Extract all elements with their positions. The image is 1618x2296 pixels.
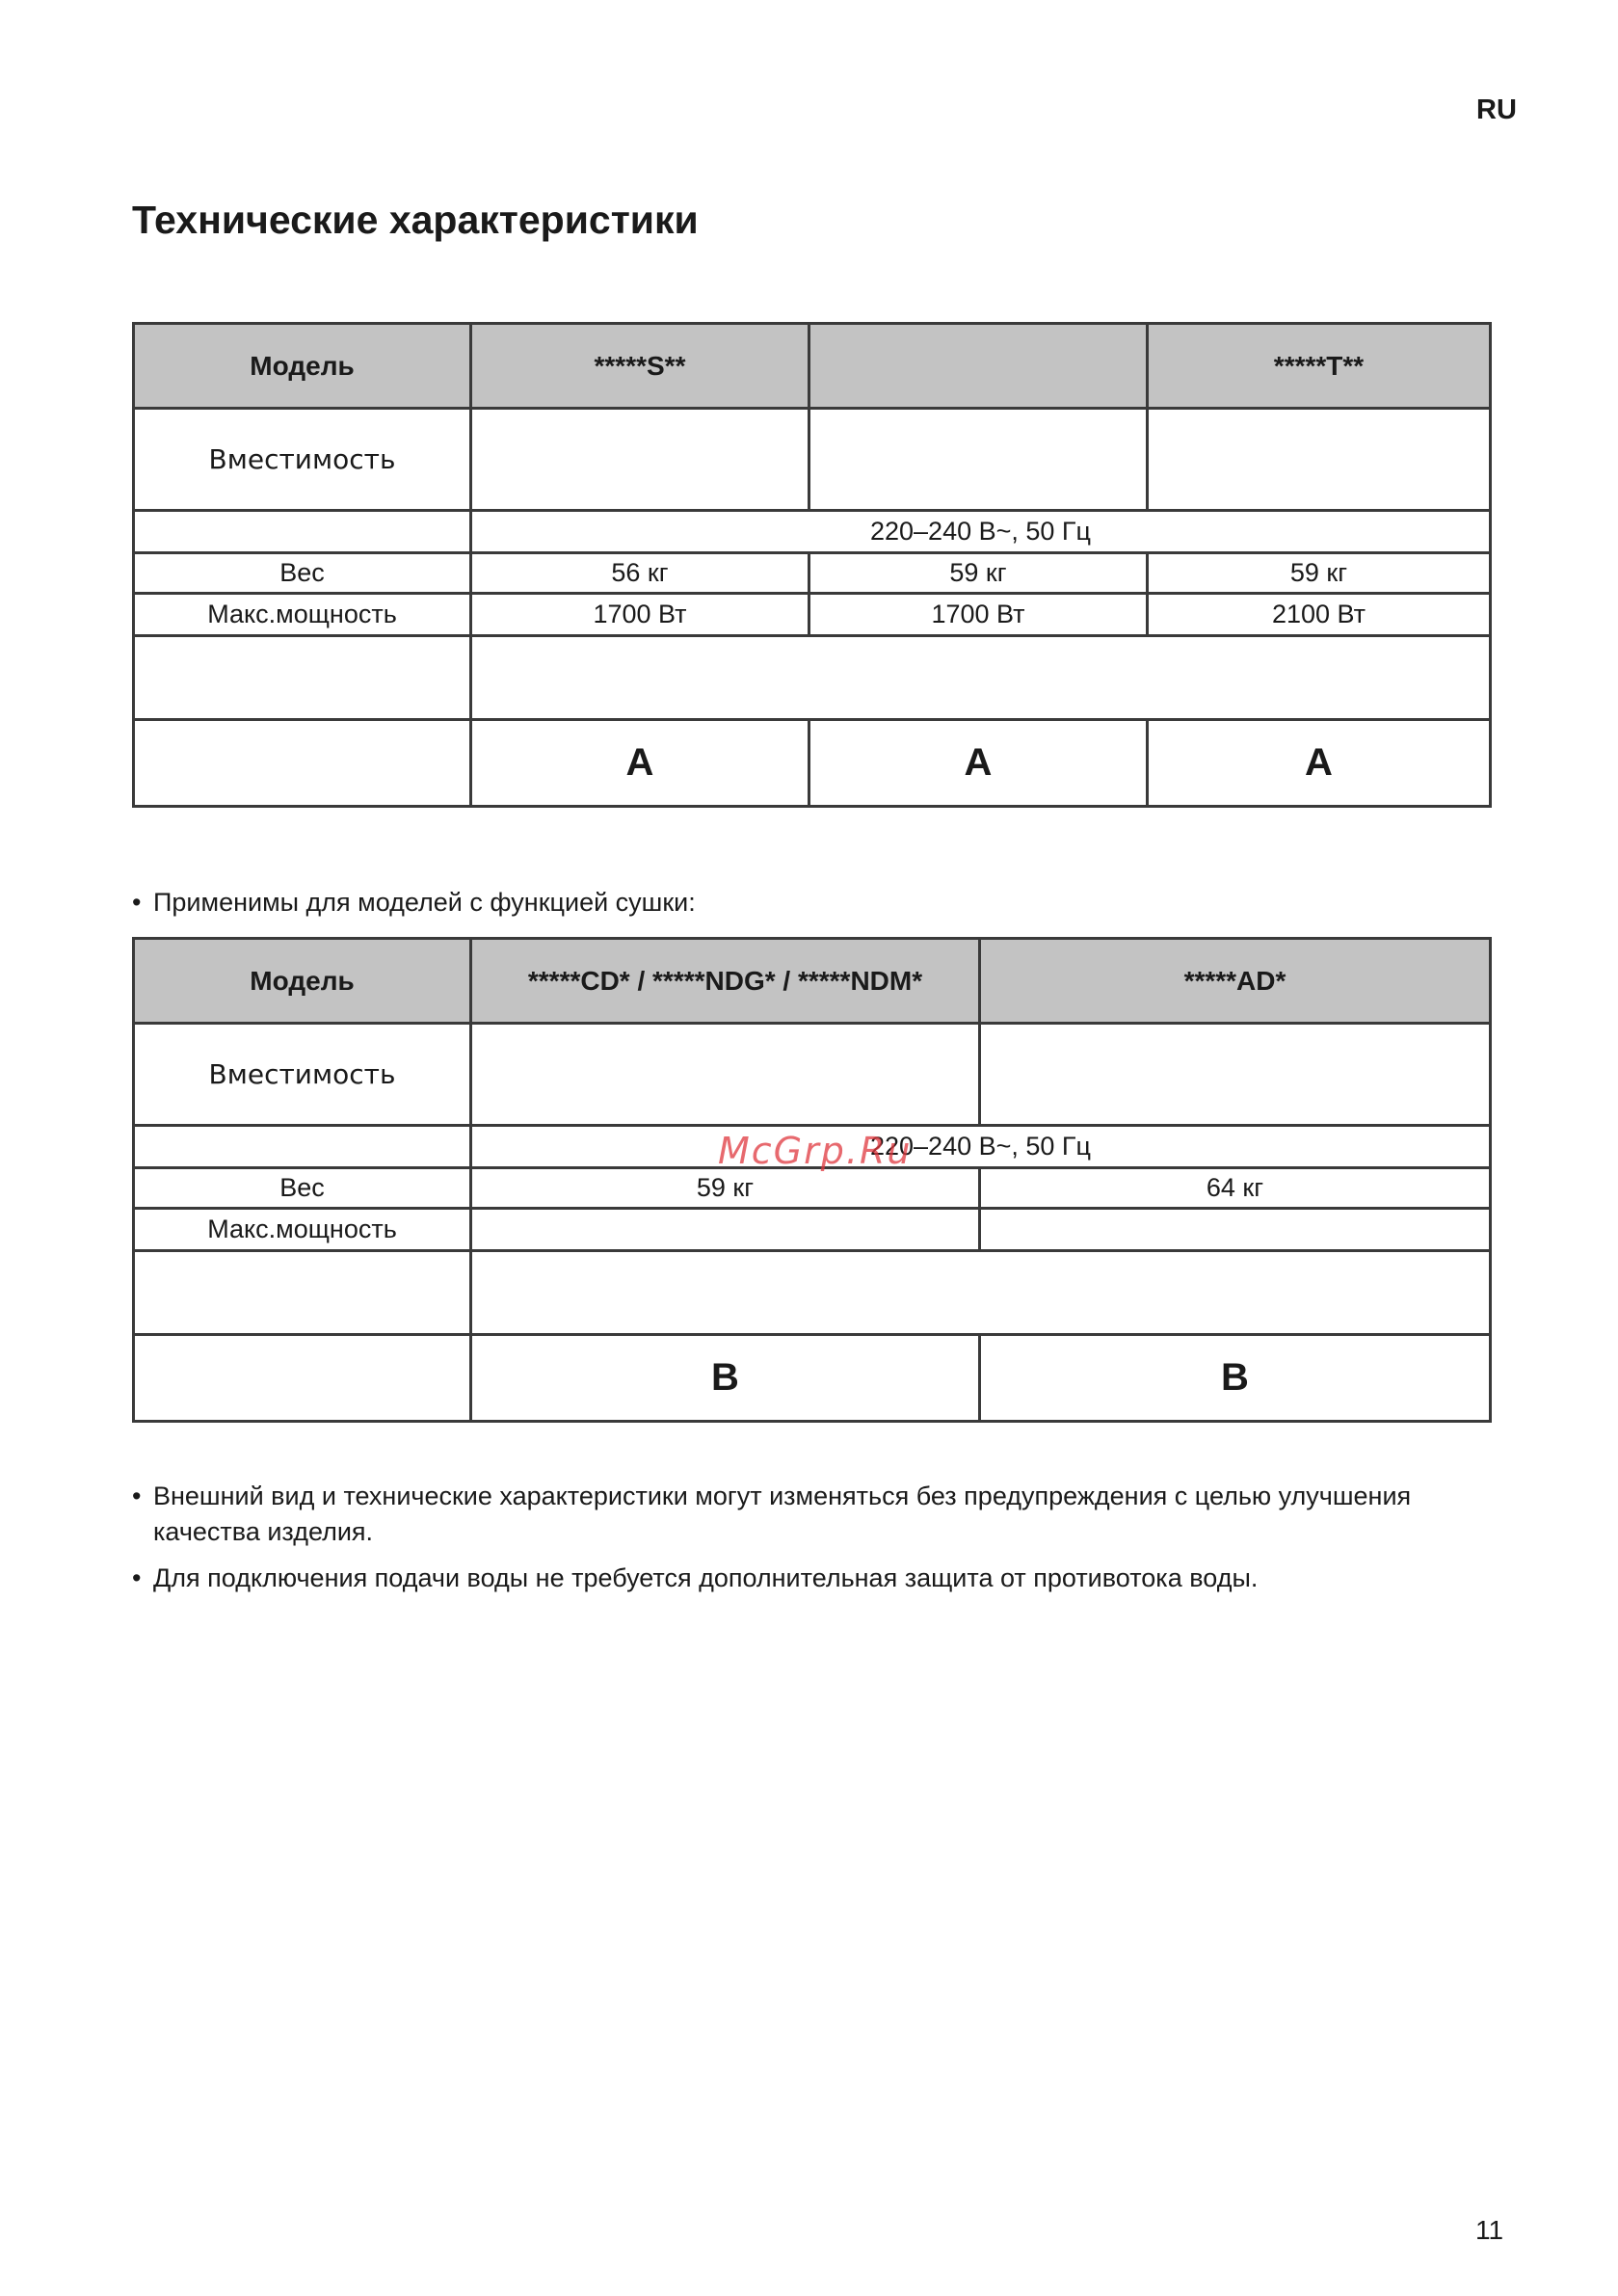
spec-table-main <box>132 322 1492 808</box>
table-row <box>134 939 1491 1024</box>
dryer-note <box>132 885 1481 921</box>
table-row <box>134 511 1491 553</box>
header-model-t: *****T** <box>1148 324 1491 409</box>
power-value: 1700 Вт <box>471 594 809 636</box>
capacity-label: Вместимость <box>134 409 471 511</box>
table-row <box>134 720 1491 807</box>
table-row <box>134 594 1491 636</box>
table-cell <box>471 1209 980 1251</box>
table-cell <box>134 720 471 807</box>
energy-class: B <box>980 1335 1491 1422</box>
power-supply-value: 220–240 В~, 50 Гц <box>471 1126 1491 1168</box>
capacity-label: Вместимость <box>134 1024 471 1126</box>
footnote-text-cont: качества изделия. <box>153 1517 374 1546</box>
table-cell <box>134 511 471 553</box>
table-row <box>134 1335 1491 1422</box>
table-cell <box>980 1024 1491 1126</box>
table-cell <box>471 636 1491 720</box>
weight-value: 59 кг <box>809 553 1148 594</box>
footnote-backflow <box>132 1561 1481 1596</box>
bullet-icon: • <box>132 1482 142 1510</box>
header-model: Модель <box>134 939 471 1024</box>
weight-value: 59 кг <box>1148 553 1491 594</box>
weight-label: Вес <box>134 1168 471 1209</box>
table-row <box>134 1209 1491 1251</box>
table-cell <box>809 409 1148 511</box>
table-row <box>134 324 1491 409</box>
watermark: McGrp.Ru <box>718 1130 913 1172</box>
table-row <box>134 1251 1491 1335</box>
power-value: 2100 Вт <box>1148 594 1491 636</box>
footnote-text: Внешний вид и технические характеристики могут изменяться без предупреждения с целью улучшения <box>153 1482 1412 1510</box>
table-cell <box>471 409 809 511</box>
weight-value: 56 кг <box>471 553 809 594</box>
bullet-icon: • <box>132 888 142 917</box>
table-cell <box>980 1209 1491 1251</box>
language-code: RU <box>1476 94 1517 125</box>
table-cell <box>134 1126 471 1168</box>
table-cell <box>471 1251 1491 1335</box>
table-cell <box>134 1251 471 1335</box>
table-cell <box>471 1024 980 1126</box>
energy-class: A <box>809 720 1148 807</box>
power-value: 1700 Вт <box>809 594 1148 636</box>
spec-table-dryer <box>132 937 1492 1423</box>
footnote-text: Для подключения подачи воды не требуется дополнительная защита от противотока воды. <box>153 1563 1259 1592</box>
header-model-s: *****S** <box>471 324 809 409</box>
energy-class: A <box>1148 720 1491 807</box>
table-row <box>134 553 1491 594</box>
table-cell <box>1148 409 1491 511</box>
weight-label: Вес <box>134 553 471 594</box>
header-model-blank <box>809 324 1148 409</box>
dryer-note-text: Применимы для моделей с функцией сушки: <box>153 888 696 917</box>
header-model-cd: *****CD* / *****NDG* / *****NDM* <box>471 939 980 1024</box>
header-model: Модель <box>134 324 471 409</box>
weight-value: 59 кг <box>471 1168 980 1209</box>
power-supply-value: 220–240 В~, 50 Гц <box>471 511 1491 553</box>
header-model-ad: *****AD* <box>980 939 1491 1024</box>
table-row <box>134 1168 1491 1209</box>
page-title: Технические характеристики <box>132 198 699 242</box>
table-cell <box>134 636 471 720</box>
weight-value: 64 кг <box>980 1168 1491 1209</box>
page-number: 11 <box>1475 2215 1504 2245</box>
bullet-icon: • <box>132 1563 142 1592</box>
table-row <box>134 409 1491 511</box>
energy-class: B <box>471 1335 980 1422</box>
power-label: Макс.мощность <box>134 1209 471 1251</box>
energy-class: A <box>471 720 809 807</box>
power-label: Макс.мощность <box>134 594 471 636</box>
table-cell <box>134 1335 471 1422</box>
table-row <box>134 1024 1491 1126</box>
table-row <box>134 636 1491 720</box>
footnote-appearance <box>132 1479 1481 1550</box>
